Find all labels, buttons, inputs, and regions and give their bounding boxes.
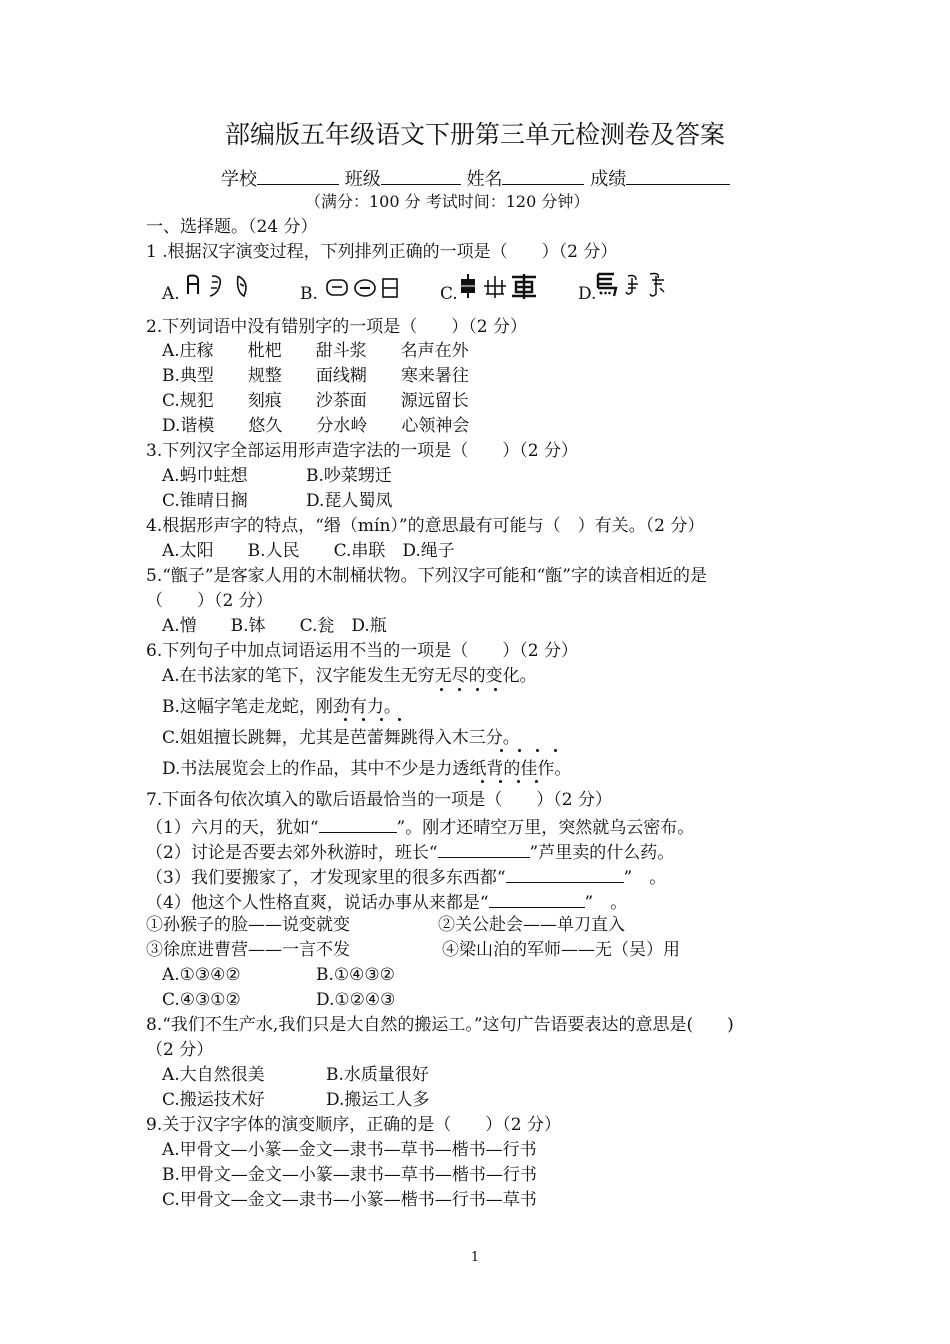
q7-choice-2: ②关公赴会——单刀直入	[438, 915, 625, 935]
score-blank[interactable]	[626, 166, 730, 185]
q6-option-b: B.这幅字笔走龙蛇，刚劲有力。	[162, 697, 401, 717]
q8-option-b: B.水质量很好	[326, 1065, 429, 1085]
q7-s3-before: （3）我们要搬家了，才发现家里的很多东西都“	[146, 868, 506, 888]
page-title: 部编版五年级语文下册第三单元检测卷及答案	[224, 120, 725, 149]
q4-options: A.太阳 B.人民 C.串联 D.绳子	[162, 541, 455, 561]
q5-stem-cont: （ ）（2 分）	[146, 591, 273, 611]
moon-glyphs-image	[180, 272, 255, 300]
class-blank[interactable]	[381, 166, 461, 185]
q6-stem: 6.下列句子中加点词语运用不当的一项是（ ）（2 分）	[146, 641, 578, 661]
cart-glyphs-image	[458, 272, 540, 300]
school-blank[interactable]	[257, 166, 339, 185]
q7-s3-after: ” 。	[623, 868, 667, 888]
q2-option-a: A.庄稼 枇杷 甜斗浆 名声在外	[162, 341, 469, 361]
q3-stem: 3.下列汉字全部运用形声造字法的一项是（ ）（2 分）	[146, 441, 578, 461]
q6-option-c: C.姐姐擅长跳舞，尤其是芭蕾舞跳得入木三分。	[162, 728, 520, 748]
score-label: 成绩	[590, 169, 627, 190]
q8-option-c: C.搬运技术好	[162, 1090, 265, 1110]
q9-option-c: C.甲骨文—金文—隶书—小篆—楷书—行书—草书	[162, 1190, 537, 1210]
q1-stem: 1 .根据汉字演变过程，下列排列正确的一项是（ ）（2 分）	[146, 242, 618, 262]
q8-option-a: A.大自然很美	[162, 1065, 265, 1085]
q1-option-d: D.	[578, 284, 597, 304]
q6-option-d: D.书法展览会上的作品，其中不少是力透纸背的佳作。	[162, 759, 572, 779]
q7-sentence-3	[146, 864, 666, 889]
sun-glyphs-image	[325, 276, 405, 300]
q8-stem-cont: （2 分）	[146, 1040, 214, 1060]
q2-option-d: D.谐模 悠久 分水岭 心领神会	[162, 416, 470, 436]
q7-s1-after: ”。刚才还晴空万里，突然就乌云密布。	[396, 818, 695, 838]
q9-option-a: A.甲骨文—小篆—金文—隶书—草书—楷书—行书	[162, 1140, 537, 1160]
q8-stem: 8.“我们不生产水,我们只是大自然的搬运工。”这句广告语要表达的意思是( )	[146, 1015, 734, 1035]
q7-s1-before: （1）六月的天，犹如“	[146, 818, 319, 838]
page-number: 1	[470, 1250, 480, 1265]
q7-s4-before: （4）他这个人性格直爽，说话办事从来都是“	[146, 893, 489, 913]
q3-option-c: C.锥晴日搁	[162, 491, 248, 511]
school-label: 学校	[221, 169, 257, 190]
q3-option-b: B.吵菜甥迁	[306, 466, 392, 486]
q7-option-b: B.①④③②	[316, 965, 395, 985]
exam-note: （满分：100 分 考试时间：120 分钟）	[305, 192, 590, 211]
q4-stem: 4.根据形声字的特点，“缗（mín）”的意思最有可能与（ ）有关。（2 分）	[146, 516, 705, 536]
q2-stem: 2.下列词语中没有错别字的一项是（ ）（2 分）	[146, 317, 527, 337]
q5-options: A.憎 B.钵 C.瓮 D.瓶	[162, 616, 387, 636]
class-label: 班级	[344, 169, 381, 190]
q8-option-d: D.搬运工人多	[326, 1090, 430, 1110]
q7-s2-before: （2）讨论是否要去郊外秋游时，班长“	[146, 843, 438, 863]
q7-stem: 7.下面各句依次填入的歇后语最恰当的一项是（ ）（2 分）	[146, 790, 612, 810]
q7-option-a: A.①③④②	[162, 965, 241, 985]
q7-choice-4: ④梁山泊的军师——无（吴）用	[442, 940, 680, 960]
q1-option-a: A.	[162, 284, 180, 304]
q7-choice-1: ①孙猴子的脸——说变就变	[146, 915, 350, 935]
q7-sentence-4	[146, 889, 627, 914]
q7-choice-3: ③徐庶进曹营——一言不发	[146, 940, 350, 960]
q5-stem: 5.“甑子”是客家人用的木制桶状物。下列汉字可能和“甑”字的读音相近的是	[146, 566, 707, 586]
q7-blank-2[interactable]	[438, 839, 530, 858]
info-line	[221, 166, 730, 191]
q9-stem: 9.关于汉字字体的演变顺序，正确的是（ ）（2 分）	[146, 1115, 561, 1135]
q9-option-b: B.甲骨文—金文—小篆—隶书—草书—楷书—行书	[162, 1165, 537, 1185]
q1-option-c: C.	[440, 284, 458, 304]
q7-sentence-1	[146, 814, 694, 839]
q7-s4-after: ” 。	[584, 893, 628, 913]
q7-sentence-2	[146, 839, 674, 864]
q1-option-b: B.	[300, 284, 318, 304]
q7-blank-4[interactable]	[489, 889, 585, 908]
q2-option-c: C.规犯 刻痕 沙茶面 源远留长	[162, 391, 469, 411]
q7-option-c: C.④③①②	[162, 990, 241, 1010]
q7-blank-1[interactable]	[319, 814, 397, 833]
name-blank[interactable]	[502, 166, 584, 185]
q2-option-b: B.典型 规整 面线糊 寒来暑往	[162, 366, 469, 386]
q3-option-a: A.蚂巾蛀想	[162, 466, 248, 486]
q3-option-d: D.琵人蜀凤	[306, 491, 393, 511]
name-label: 姓名	[466, 169, 503, 190]
q7-blank-3[interactable]	[506, 864, 624, 883]
horse-glyphs-image	[594, 270, 670, 300]
section-heading: 一、选择题。（24 分）	[146, 217, 318, 237]
q6-option-a: A.在书法家的笔下，汉字能发生无穷无尽的变化。	[162, 666, 537, 686]
q7-option-d: D.①②④③	[316, 990, 396, 1010]
q7-s2-after: ”芦里卖的什么药。	[529, 843, 675, 863]
